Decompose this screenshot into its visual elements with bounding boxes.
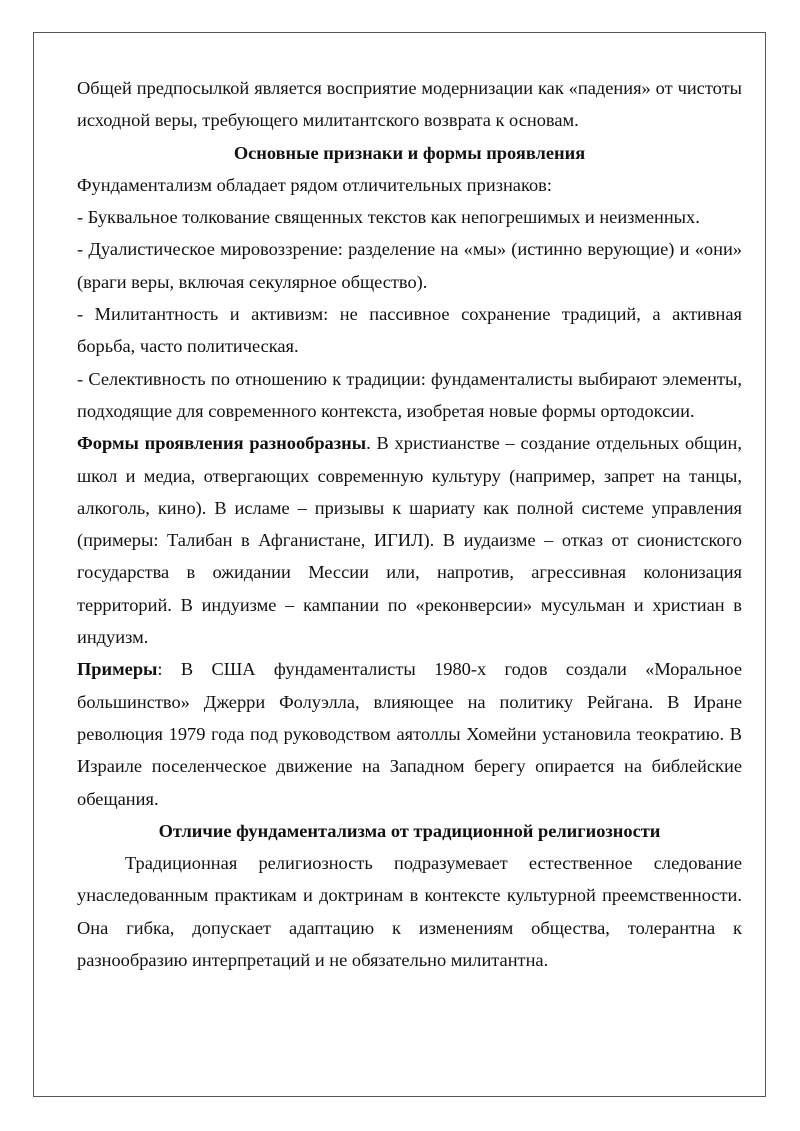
forms-lead: Формы проявления разнообразны <box>77 433 367 454</box>
list-item-literalism: - Буквальное толкование священных текстов как непогрешимых и неизменных. <box>77 207 700 228</box>
paragraph-premise: Общей предпосылкой является восприятие модернизации как «падения» от чистоты исходной веры, требующего милитантского возврата к основам. <box>77 78 742 131</box>
forms-body: . В христианстве – создание отдельных общин, школ и медиа, отвергающих современную культуру (например, запрет на танцы, алкоголь, кино). В исламе – призывы к шариату как полной системе управления (примеры: Талибан в Афганистане, ИГИЛ). В иудаизме – отказ от сионистского государства в ожидании Мессии или, напротив, агрессивная колонизация территорий. В индуизме – кампании по «реконверсии» мусульман и христиан в индуизм. <box>77 433 742 648</box>
list-item-dualism: - Дуалистическое мировоззрение: разделение на «мы» (истинно верующие) и «они» (враги веры, включая секулярное общество). <box>77 239 742 292</box>
paragraph-traditional: Традиционная религиозность подразумевает естественное следование унаследованным практикам и доктринам в контексте культурной преемственности. Она гибка, допускает адаптацию к изменениям общества, толерантна к разнообразию интерпретаций и не обязательно милитантна. <box>77 853 742 971</box>
document-body <box>77 72 742 976</box>
paragraph-intro: Фундаментализм обладает рядом отличительных признаков: <box>77 174 552 195</box>
examples-lead: Примеры <box>77 659 158 680</box>
paragraph-examples <box>77 653 742 814</box>
section-heading-difference: Отличие фундаментализма от традиционной религиозности <box>158 820 661 841</box>
examples-body: : В США фундаменталисты 1980-х годов создали «Моральное большинство» Джерри Фолуэлла, влияющее на политику Рейгана. В Иране революция 1979 года под руководством аятоллы Хомейни установила теократию. В Израиле поселенческое движение на Западном берегу опирается на библейские обещания. <box>77 659 742 809</box>
section-heading-signs: Основные признаки и формы проявления <box>233 142 586 163</box>
list-item-selectivity: - Селективность по отношению к традиции: фундаменталисты выбирают элементы, подходящие для современного контекста, изобретая новые формы ортодоксии. <box>77 368 742 421</box>
paragraph-forms <box>77 427 742 653</box>
list-item-militancy: - Милитантность и активизм: не пассивное сохранение традиций, а активная борьба, часто политическая. <box>77 304 742 357</box>
